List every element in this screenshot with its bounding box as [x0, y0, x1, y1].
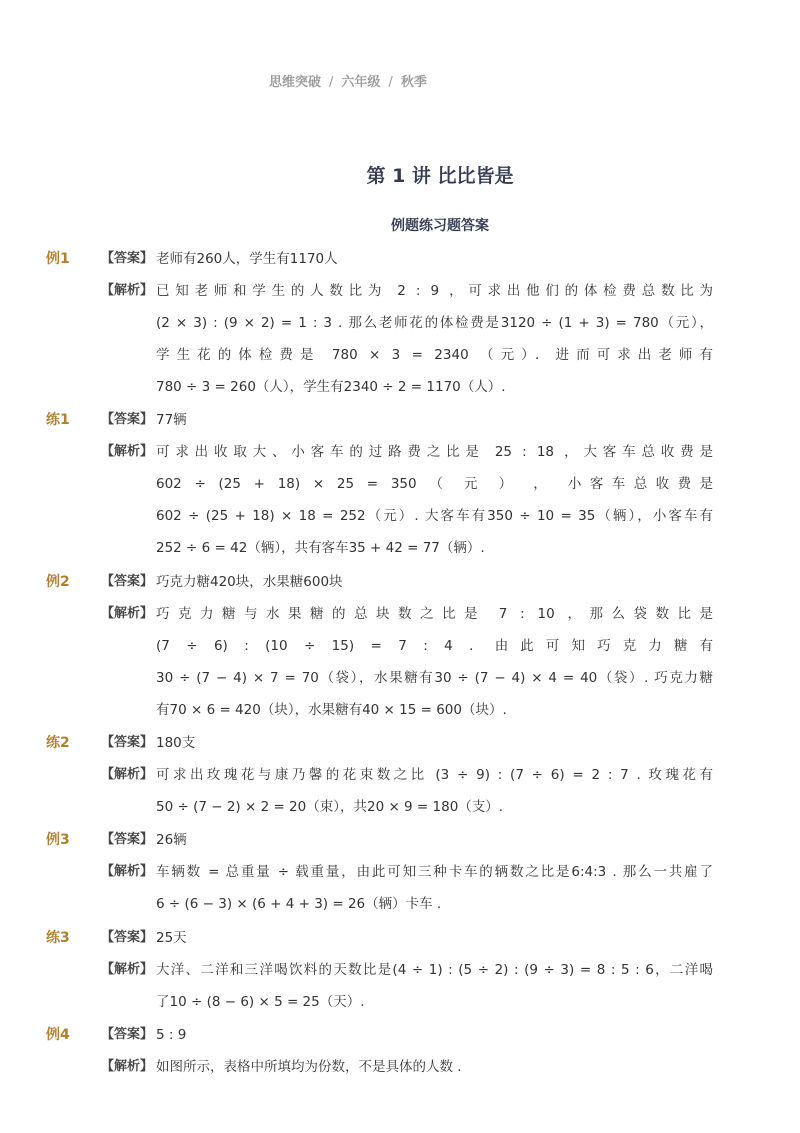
breadcrumb-separator: / [329, 75, 334, 90]
entry-tag: 练3 [46, 930, 70, 946]
analysis-line: 30 ÷ (7 − 4) × 7 = 70（袋），水果糖有30 ÷ (7 − 4) × 4 = 40（袋）. 巧克力糖 [156, 670, 713, 686]
analysis-label: 【解析】 [101, 864, 154, 879]
answer-label: 【答案】 [101, 1027, 154, 1042]
breadcrumb-term: 秋季 [400, 75, 427, 90]
entry-tag: 练1 [46, 412, 70, 428]
analysis-label: 【解析】 [101, 962, 154, 977]
analysis-line: 252 ÷ 6 = 42（辆），共有客车35 + 42 = 77（辆）. [156, 540, 485, 556]
answer-text: 5 : 9 [156, 1027, 187, 1043]
answer-label: 【答案】 [101, 735, 154, 750]
analysis-label: 【解析】 [101, 1059, 154, 1074]
answer-text: 老师有260人，学生有1170人 [156, 251, 338, 267]
entry-tag: 例3 [46, 832, 70, 848]
entry-tag: 例4 [46, 1027, 70, 1043]
analysis-line: 已知老师和学生的人数比为 2 : 9 ，可求出他们的体检费总数比为 [156, 283, 713, 299]
analysis-line: 车辆数 = 总重量 ÷ 载重量，由此可知三种卡车的辆数之比是6:4:3 . 那么一共雇了 [156, 864, 713, 880]
answer-text: 77辆 [156, 412, 187, 428]
answer-text: 25天 [156, 930, 187, 946]
breadcrumb-grade: 六年级 [341, 75, 381, 90]
lecture-title: 第 1 讲 比比皆是 [366, 165, 514, 187]
breadcrumb-separator: / [388, 75, 393, 90]
analysis-line: 如图所示，表格中所填均为份数，不是具体的人数 . [156, 1059, 462, 1075]
answer-label: 【答案】 [101, 251, 154, 266]
answer-label: 【答案】 [101, 574, 154, 589]
answer-label: 【答案】 [101, 412, 154, 427]
analysis-line: 可求出收取大、小客车的过路费之比是 25 : 18 ，大客车总收费是 [156, 444, 713, 460]
analysis-line: 学生花的体检费是 780 × 3 = 2340 （元）．进而可求出老师有 [156, 347, 713, 363]
analysis-line: 大洋、二洋和三洋喝饮料的天数比是(4 ÷ 1) : (5 ÷ 2) : (9 ÷ 3) = 8 : 5 : 6，二洋喝 [156, 962, 713, 978]
section-title: 例题练习题答案 [391, 218, 489, 234]
answer-text: 26辆 [156, 832, 187, 848]
answer-text: 180支 [156, 735, 196, 751]
analysis-label: 【解析】 [101, 767, 154, 782]
entry-tag: 例2 [46, 574, 70, 590]
analysis-line: 780 ÷ 3 = 260（人），学生有2340 ÷ 2 = 1170（人）. [156, 379, 506, 395]
analysis-line: 602 ÷ (25 + 18) × 18 = 252（元）. 大客车有350 ÷ 10 = 35（辆），小客车有 [156, 508, 713, 524]
analysis-label: 【解析】 [101, 444, 154, 459]
analysis-line: 可求出玫瑰花与康乃馨的花束数之比 (3 ÷ 9) : (7 ÷ 6) = 2 : 7 . 玫瑰花有 [156, 767, 713, 783]
analysis-line: 6 ÷ (6 − 3) × (6 + 4 + 3) = 26（辆）卡车 . [156, 896, 442, 912]
answer-text: 巧克力糖420块，水果糖600块 [156, 574, 343, 590]
breadcrumb-subject: 思维突破 [269, 75, 322, 90]
analysis-label: 【解析】 [101, 606, 154, 621]
analysis-line: 了10 ÷ (8 − 6) × 5 = 25（天）. [156, 994, 365, 1010]
analysis-line: 50 ÷ (7 − 2) × 2 = 20（束），共20 × 9 = 180（支）. [156, 799, 504, 815]
analysis-line: 602 ÷ (25 + 18) × 25 = 350 （ 元 ） ， 小客车总收费是 [156, 476, 713, 492]
analysis-line: (7 ÷ 6) : (10 ÷ 15) = 7 : 4 ．由此可知巧克力糖有 [156, 638, 713, 654]
analysis-label: 【解析】 [101, 283, 154, 298]
answer-label: 【答案】 [101, 930, 154, 945]
breadcrumb [269, 71, 427, 90]
entry-tag: 练2 [46, 735, 70, 751]
answer-label: 【答案】 [101, 832, 154, 847]
analysis-line: (2 × 3) : (9 × 2) = 1 : 3 . 那么老师花的体检费是3120 ÷ (1 + 3) = 780（元）， [156, 315, 713, 331]
entry-tag: 例1 [46, 251, 70, 267]
analysis-line: 巧克力糖与水果糖的总块数之比是 7 : 10 ，那么袋数比是 [156, 606, 713, 622]
analysis-line: 有70 × 6 = 420（块），水果糖有40 × 15 = 600（块）. [156, 702, 507, 718]
